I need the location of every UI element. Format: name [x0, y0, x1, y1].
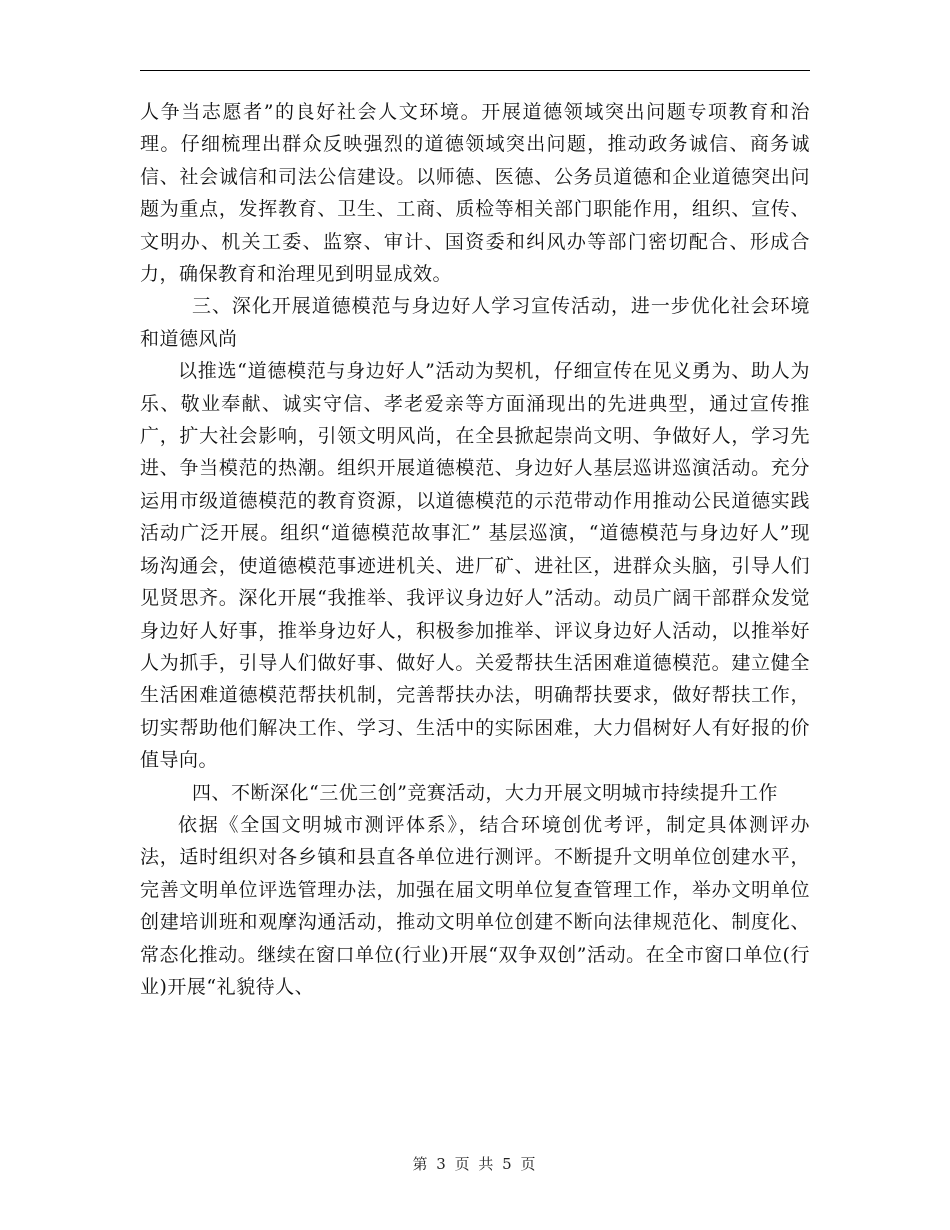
paragraph-section-4: 依据《全国文明城市测评体系》，结合环境创优考评，制定具体测评办法，适时组织对各乡镇和县直各单位进行测评。不断提升文明单位创建水平，完善文明单位评选管理办法，加强在届文明单位复查管理工作，举办文明单位创建培训班和观摩沟通活动，推动文明单位创建不断向法律规范化、制度化、常态化推动。继续在窗口单位(行业)开展“双争双创”活动。在全市窗口单位(行业)开展“礼貌待人、 — [140, 813, 810, 998]
section-heading-4: 四、不断深化“三优三创”竞赛活动，大力开展文明城市持续提升工作 — [192, 781, 778, 804]
document-body — [140, 96, 810, 1003]
section-heading-3: 三、深化开展道德模范与身边好人学习宣传活动，进一步优化社会环境和道德风尚 — [140, 295, 810, 350]
paragraph-continuation: 人争当志愿者”的良好社会人文环境。开展道德领域突出问题专项教育和治理。仔细梳理出群众反映强烈的道德领域突出问题，推动政务诚信、商务诚信、社会诚信和司法公信建设。以师德、医德、公务员道德和企业道德突出问题为重点，发挥教育、卫生、工商、质检等相关部门职能作用，组织、宣传、文明办、机关工委、监察、审计、国资委和纠风办等部门密切配合、形成合力，确保教育和治理见到明显成效。 — [140, 101, 810, 286]
header-rule — [140, 70, 810, 71]
page-number-footer: 第 3 页 共 5 页 — [412, 1155, 538, 1173]
paragraph-section-3: 以推选“道德模范与身边好人”活动为契机，仔细宣传在见义勇为、助人为乐、敬业奉献、诚实守信、孝老爱亲等方面涌现出的先进典型，通过宣传推广，扩大社会影响，引领文明风尚，在全县掀起崇尚文明、争做好人，学习先进、争当模范的热潮。组织开展道德模范、身边好人基层巡讲巡演活动。充分运用市级道德模范的教育资源，以道德模范的示范带动作用推动公民道德实践活动广泛开展。组织“道德模范故事汇” 基层巡演，“道德模范与身边好人”现场沟通会，使道德模范事迹进机关、进厂矿、进社区，进群众头脑，引导人们见贤思齐。深化开展“我推举、我评议身边好人”活动。动员广阔干部群众发觉身边好人好事，推举身边好人，积极参加推举、评议身边好人活动，以推举好人为抓手，引导人们做好事、做好人。关爱帮扶生活困难道德模范。建立健全生活困难道德模范帮扶机制，完善帮扶办法，明确帮扶要求，做好帮扶工作，切实帮助他们解决工作、学习、生活中的实际困难，大力倡树好人有好报的价值导向。 — [140, 360, 810, 772]
